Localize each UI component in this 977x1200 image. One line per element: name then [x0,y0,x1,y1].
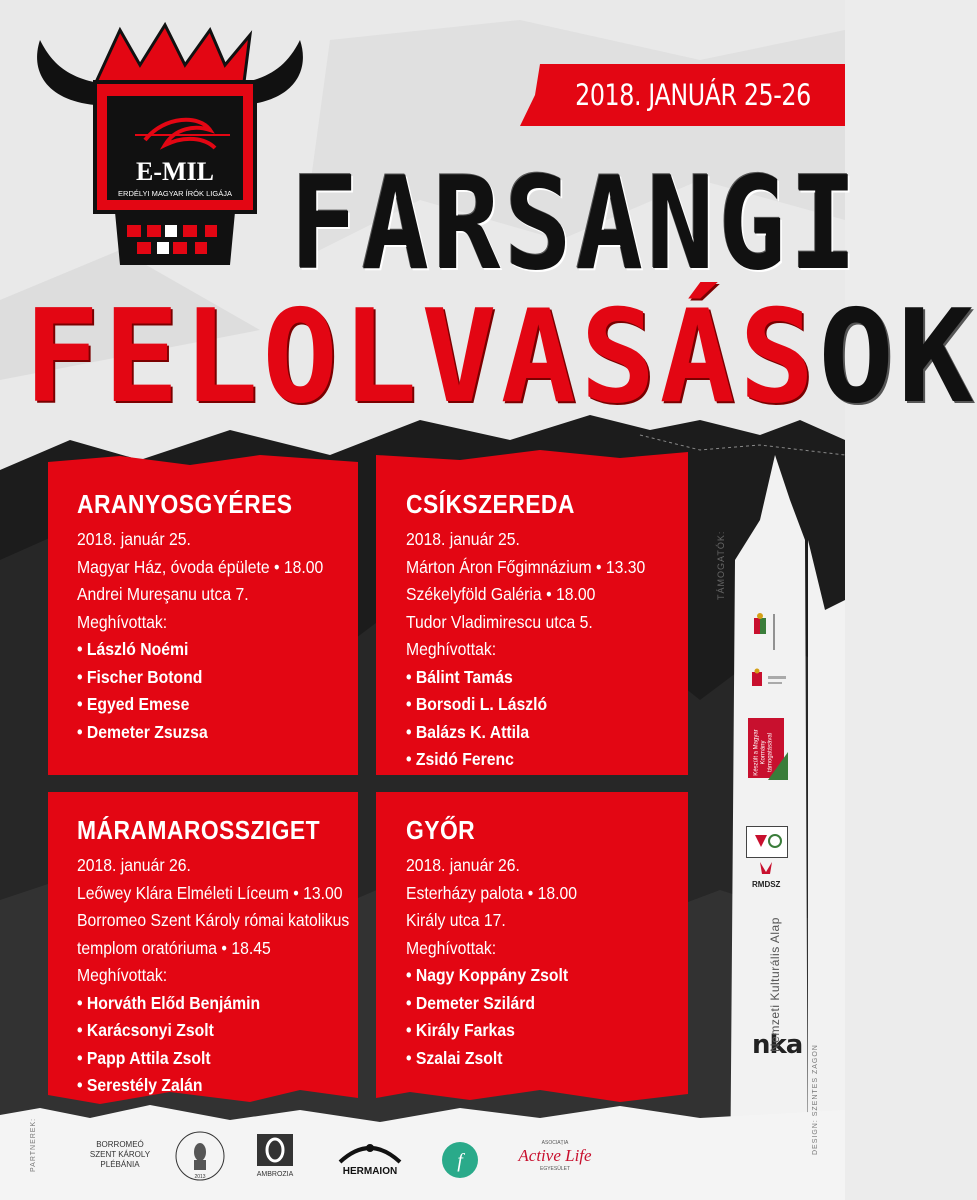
svg-text:HERMAION: HERMAION [342,1166,398,1177]
venue-line: Leőwey Klára Elméleti Líceum • 13.00 [77,882,343,903]
guest-item: • Szalai Zsolt [406,1047,503,1068]
venue-line: Magyar Ház, óvoda épülete • 18.00 [77,556,324,577]
borromeo-line: BORROMEÓ [96,1140,144,1149]
guest-item: • Demeter Zsuzsa [77,721,208,742]
borromeo-logo [80,1140,160,1170]
guest-item: • Bálint Tamás [406,666,513,687]
invited-label: Meghívottak: [77,965,168,985]
hungary-crest-icon [744,612,789,652]
title-ok: OK [818,283,977,432]
foundation-seal-icon [170,1128,230,1186]
rmdsz-icon [747,827,787,857]
guest-item: • Borsodi L. László [406,694,548,714]
guest-item: • Egyed Emese [77,694,190,714]
venue-line: templom oratóriuma • 18.45 [77,937,271,958]
rmdsz-badge [746,826,788,858]
guest-item: • Nagy Koppány Zsolt [406,965,569,985]
event-date-line: 2018. január 25. [406,529,520,549]
partners-label: PARTNEREK: [30,1117,37,1172]
invited-label: Meghívottak: [406,937,497,958]
guest-item: • Király Farkas [406,1020,515,1040]
svg-text:f: f [457,1150,463,1172]
guest-list [77,990,357,1100]
event-date-line: 2018. január 26. [406,855,520,875]
nka-text: Nemzeti Kulturális Alap [768,917,782,1052]
borromeo-line: SZENT KÁROLY [89,1150,151,1159]
city-title: CSÍKSZEREDA [406,489,575,519]
guest-list [406,962,686,1072]
logo-name: E-MIL [136,157,214,186]
supporters-label: TÁMOGATÓK: [716,530,726,600]
guest-item: • Demeter Szilárd [406,992,535,1013]
ambrozia-icon [255,1132,295,1180]
event-csikszereda [406,489,686,774]
event-date-line: 2018. január 26. [77,855,191,875]
active-life-logo [510,1140,600,1172]
venue-line: Esterházy palota • 18.00 [406,882,577,903]
active-life-bottom: EGYESÜLET [539,1166,570,1172]
guest-item: • László Noémi [77,639,189,659]
guest-list [406,664,686,774]
event-date-line: 2018. január 25. [77,529,191,549]
svg-text:AMBROZIA: AMBROZIA [256,1171,294,1178]
invited-label: Meghívottak: [406,639,497,659]
guest-item: • Zsidó Ferenc [406,749,514,769]
title-felolvasas: FELOLVASÁS [24,283,819,432]
guest-item: • Horváth Előd Benjámin [77,992,261,1013]
guest-item: • Karácsonyi Zsolt [77,1020,214,1040]
city-title: ARANYOSGYÉRES [77,489,293,519]
borromeo-line: PLÉBÁNIA [100,1160,140,1169]
rmdsz-tulip-icon [750,860,782,880]
event-aranyosgyeres [77,489,357,746]
city-title: GYŐR [406,815,476,845]
rmdsz-label: RMDSZ [752,880,781,889]
event-date: 2018. JANUÁR 25-26 [575,78,811,112]
address-line: Király utca 17. [406,910,506,930]
svg-text:2013: 2013 [194,1174,206,1180]
city-title: MÁRAMAROSSZIGET [77,815,321,845]
hermaion-icon [335,1138,405,1180]
active-life-name: Active Life [518,1146,592,1165]
gov-support-text: Készült a Magyar Kormány támogatásával [753,729,774,776]
event-maramarossziget [77,815,357,1100]
active-life-top: ASOCIAȚIA [541,1140,569,1146]
guest-item: • Papp Attila Zsolt [77,1047,211,1068]
guest-item: • Balázs K. Attila [406,721,530,742]
address-line: Andrei Mureşanu utca 7. [77,584,249,604]
ministry-crest-icon [744,668,789,698]
invited-label: Meghívottak: [77,611,168,632]
gov-flag-icon [768,752,788,780]
guest-item: • Serestély Zalán [77,1075,203,1095]
f-logo-icon [440,1140,480,1180]
guest-item: • Fischer Botond [77,666,203,687]
venue-line: Borromeo Szent Károly római katolikus [77,910,350,930]
venue-line: Márton Áron Főgimnázium • 13.30 [406,556,646,577]
event-gyor [406,815,686,1072]
design-credit: DESIGN: SZENTES ZAGON [812,1044,819,1155]
address-line: Tudor Vladimirescu utca 5. [406,611,593,632]
title-farsangi: FARSANGI [290,150,861,299]
nka-logo: nka [752,1030,803,1060]
venue-line: Székelyföld Galéria • 18.00 [406,584,596,604]
guest-list [77,636,357,746]
logo-subtitle: ERDÉLYI MAGYAR ÍRÓK LIGÁJA [118,189,232,198]
